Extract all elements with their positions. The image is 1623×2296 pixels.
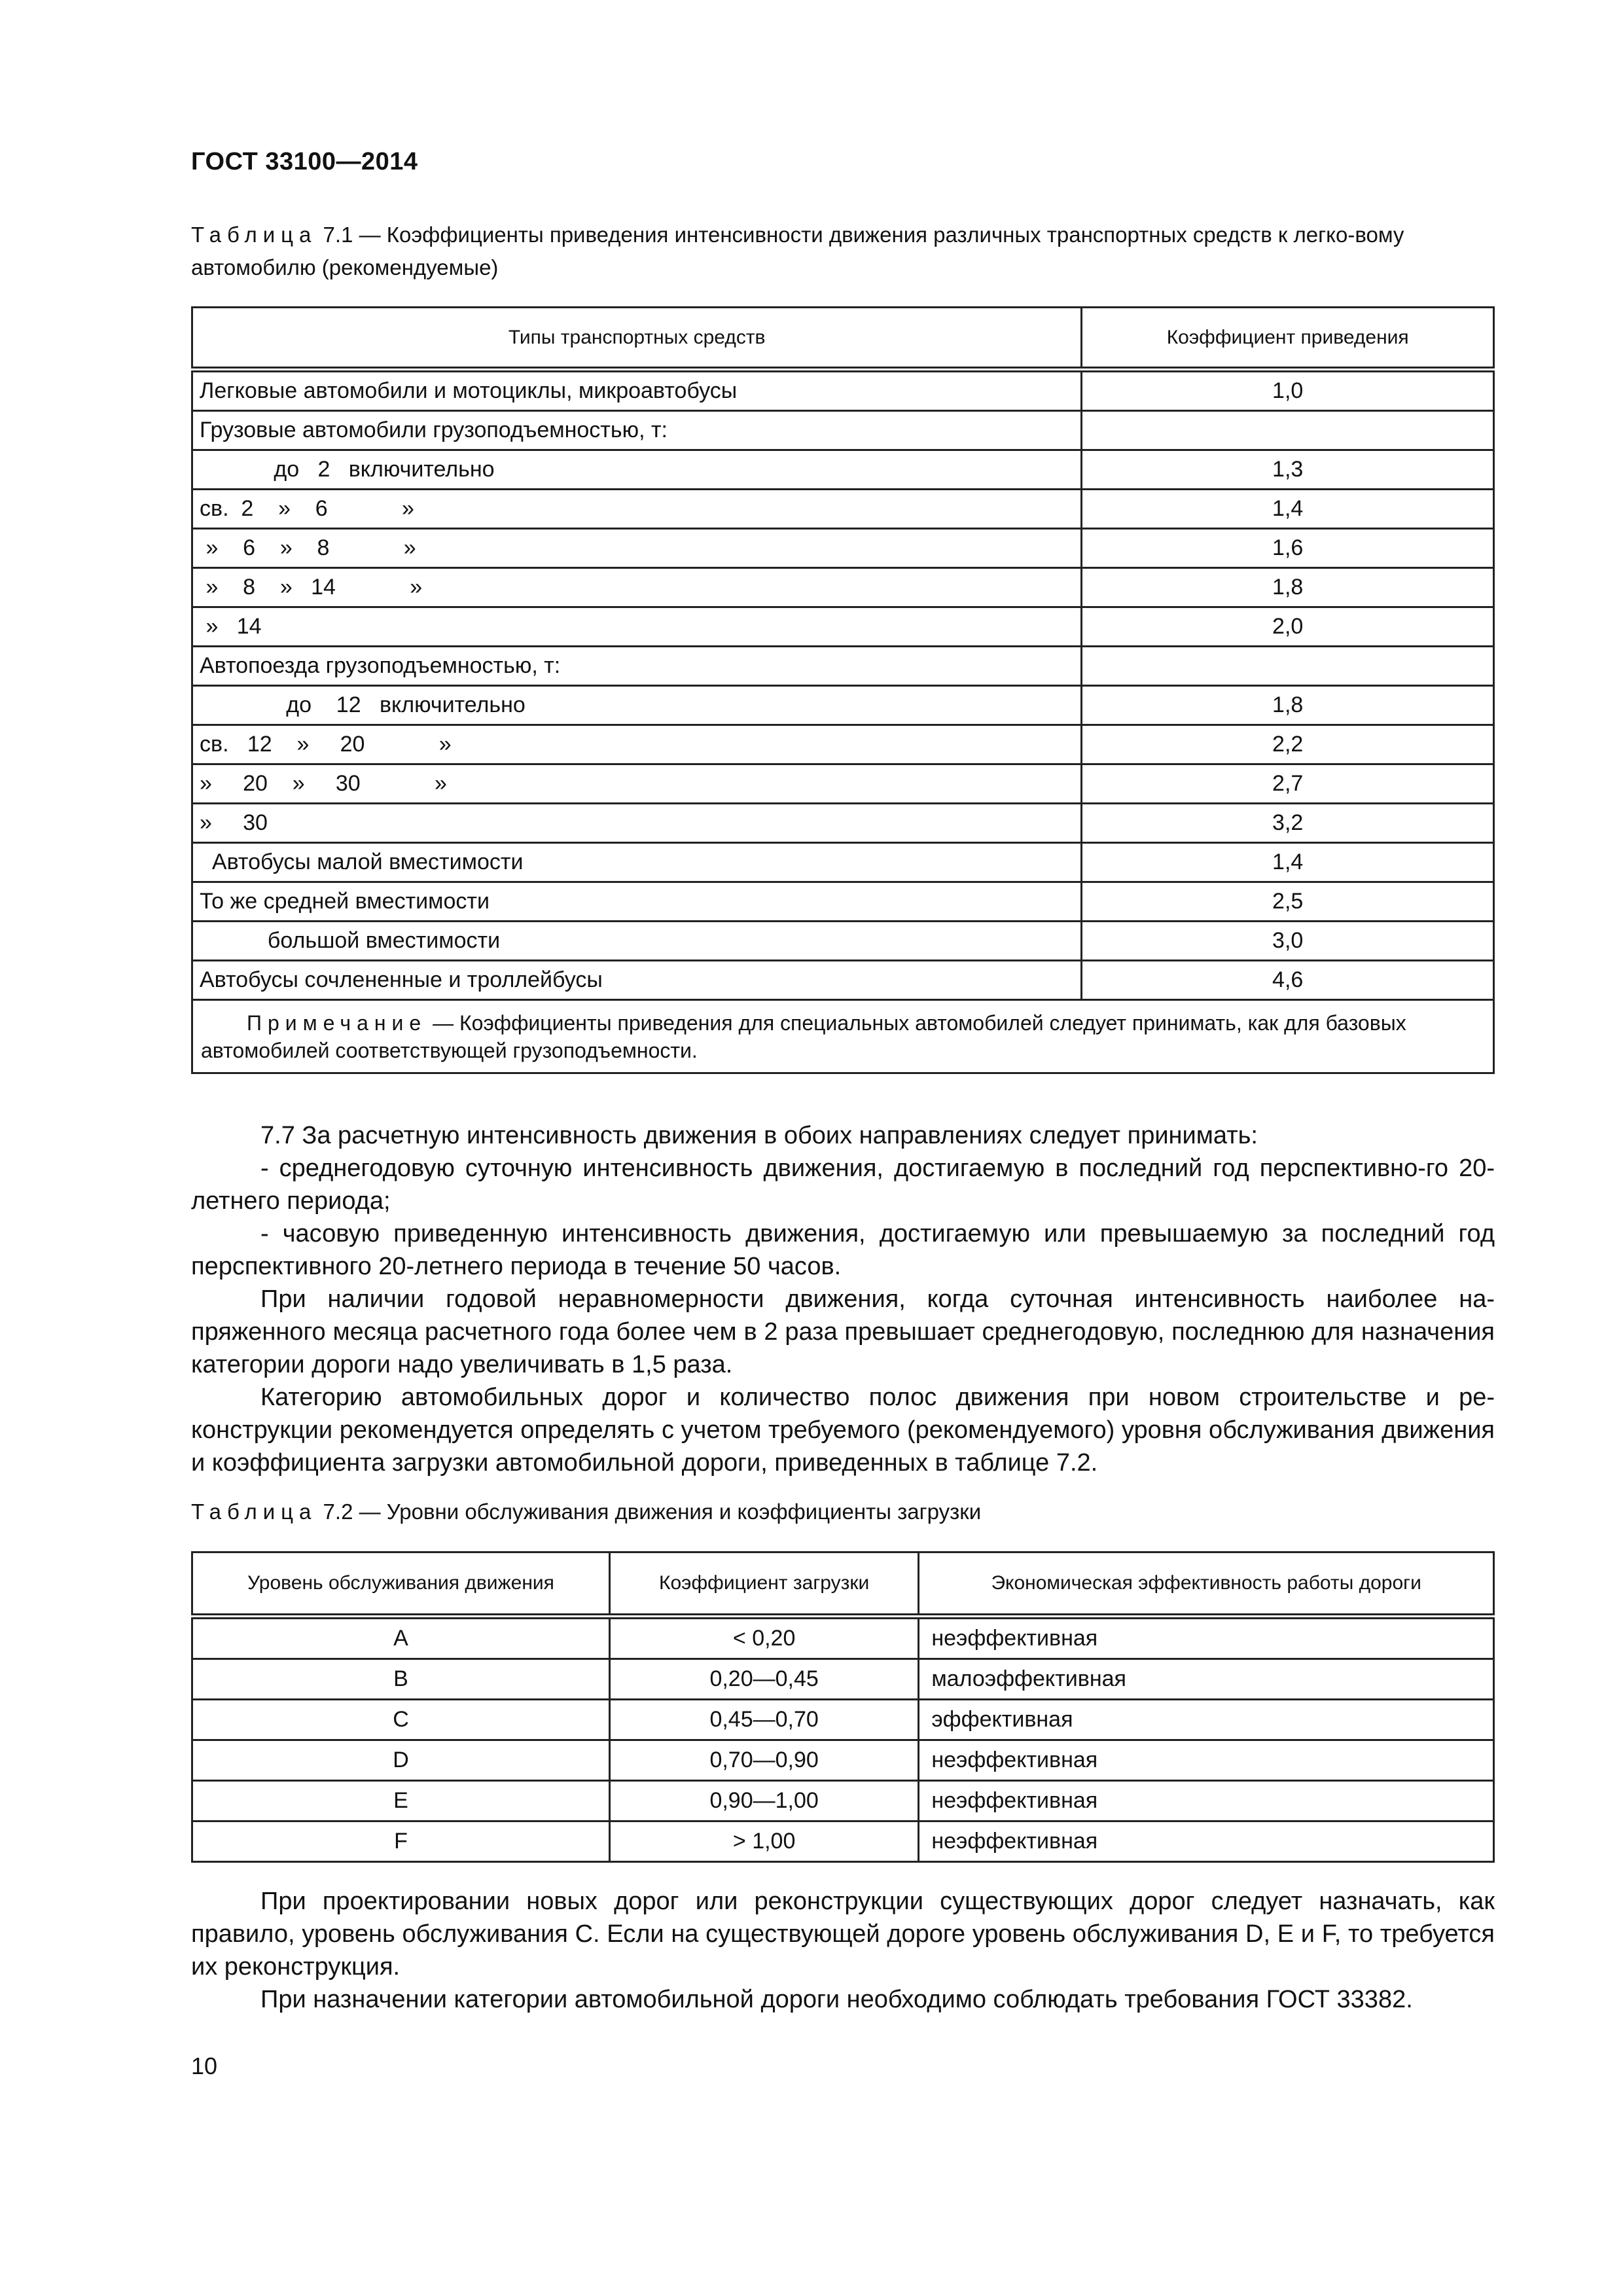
table-row	[192, 1740, 1494, 1781]
table-7-1	[191, 306, 1495, 1074]
table-row	[192, 450, 1494, 490]
coefficient-cell: 4,6	[1082, 961, 1494, 1000]
efficiency-cell: эффективная	[919, 1700, 1494, 1740]
table-note-row	[192, 1000, 1494, 1073]
efficiency-cell: неэффективная	[919, 1617, 1494, 1659]
page-number: 10	[191, 2053, 218, 2079]
table-note	[192, 1000, 1494, 1073]
closing-text	[191, 1885, 1495, 2016]
coefficient-cell: 3,0	[1082, 922, 1494, 961]
coefficient-cell: 2,7	[1082, 764, 1494, 804]
load-coefficient-cell: < 0,20	[609, 1617, 918, 1659]
note-text: — Коэффициенты приведения для специальных автомобилей следует принимать, как для базовых автомобилей соответствующей грузоподъемности.	[201, 1011, 1406, 1062]
table-7-2-caption-text: 7.2 — Уровни обслуживания движения и коэффициенты загрузки	[317, 1499, 982, 1524]
coefficient-cell	[1082, 647, 1494, 686]
vehicle-type-cell: » 14	[192, 607, 1082, 647]
table-7-1-caption-text: 7.1 — Коэффициенты приведения интенсивности движения различных транспортных средств к легко-вому автомобилю (рекомендуемые)	[191, 223, 1404, 279]
col-header-service-level: Уровень обслуживания движения	[192, 1552, 610, 1617]
efficiency-cell: неэффективная	[919, 1821, 1494, 1862]
col-header-load-coefficient: Коэффициент загрузки	[609, 1552, 918, 1617]
table-7-2-caption-lead: Таблица	[191, 1499, 317, 1524]
table-row	[192, 843, 1494, 882]
note-lead: Примечание	[247, 1011, 427, 1035]
efficiency-cell: малоэффективная	[919, 1659, 1494, 1700]
vehicle-type-cell: Автобусы малой вместимости	[192, 843, 1082, 882]
table-row	[192, 1700, 1494, 1740]
vehicle-type-cell: Автопоезда грузоподъемностью, т:	[192, 647, 1082, 686]
load-coefficient-cell: 0,20—0,45	[609, 1659, 918, 1700]
vehicle-type-cell: св. 2 » 6 »	[192, 490, 1082, 529]
coefficient-cell	[1082, 411, 1494, 450]
vehicle-type-cell: » 30	[192, 804, 1082, 843]
coefficient-cell: 1,3	[1082, 450, 1494, 490]
service-level-cell: D	[192, 1740, 610, 1781]
col-header-efficiency: Экономическая эффективность работы дороги	[919, 1552, 1494, 1617]
section-7-7	[191, 1119, 1495, 1479]
document-header: ГОСТ 33100—2014	[191, 148, 418, 175]
table-header-row	[192, 1552, 1494, 1617]
service-level-cell: F	[192, 1821, 610, 1862]
efficiency-cell: неэффективная	[919, 1740, 1494, 1781]
table-row	[192, 370, 1494, 411]
vehicle-type-cell: Автобусы сочлененные и троллейбусы	[192, 961, 1082, 1000]
col-header-coefficient: Коэффициент приведения	[1082, 308, 1494, 370]
vehicle-type-cell: » 6 » 8 »	[192, 529, 1082, 568]
service-level-cell: A	[192, 1617, 610, 1659]
table-7-2-caption	[191, 1496, 1500, 1528]
efficiency-cell: неэффективная	[919, 1781, 1494, 1821]
coefficient-cell: 1,6	[1082, 529, 1494, 568]
table-row	[192, 411, 1494, 450]
vehicle-type-cell: » 8 » 14 »	[192, 568, 1082, 607]
coefficient-cell: 2,5	[1082, 882, 1494, 922]
vehicle-type-cell: до 2 включительно	[192, 450, 1082, 490]
paragraph: - часовую приведенную интенсивность движения, достигаемую или превышаемую за последний год перспективного 20-летнего периода в течение 50 часов.	[191, 1220, 1495, 1280]
vehicle-type-cell: Легковые автомобили и мотоциклы, микроавтобусы	[192, 370, 1082, 411]
table-header-row	[192, 308, 1494, 370]
vehicle-type-cell: » 20 » 30 »	[192, 764, 1082, 804]
table-row	[192, 1781, 1494, 1821]
coefficient-cell: 1,4	[1082, 490, 1494, 529]
table-7-1-caption-lead: Таблица	[191, 223, 317, 247]
table-row	[192, 922, 1494, 961]
service-level-cell: E	[192, 1781, 610, 1821]
table-7-2	[191, 1551, 1495, 1863]
table-row	[192, 647, 1494, 686]
paragraph: При проектировании новых дорог или реконструкции существующих дорог следует назначать, как правило, уровень обслуживания С. Если на существующей дороге уровень обслуживания D, E и F, то требуется их реконструкция.	[191, 1888, 1495, 1981]
vehicle-type-cell: большой вместимости	[192, 922, 1082, 961]
col-header-vehicle-type: Типы транспортных средств	[192, 308, 1082, 370]
table-row	[192, 1821, 1494, 1862]
load-coefficient-cell: 0,70—0,90	[609, 1740, 918, 1781]
coefficient-cell: 2,2	[1082, 725, 1494, 764]
coefficient-cell: 1,8	[1082, 568, 1494, 607]
table-row	[192, 764, 1494, 804]
load-coefficient-cell: 0,90—1,00	[609, 1781, 918, 1821]
paragraph: 7.7 За расчетную интенсивность движения в обоих направлениях следует принимать:	[260, 1122, 1258, 1149]
vehicle-type-cell: То же средней вместимости	[192, 882, 1082, 922]
table-row	[192, 529, 1494, 568]
table-row	[192, 961, 1494, 1000]
paragraph: При наличии годовой неравномерности движения, когда суточная интенсивность наиболее на-пряженного месяца расчетного года более чем в 2 раза превышает среднегодовую, последнюю для назначения категории дороги надо увеличивать в 1,5 раза.	[191, 1285, 1495, 1378]
table-row	[192, 1659, 1494, 1700]
paragraph: - среднегодовую суточную интенсивность движения, достигаемую в последний год перспективно-го 20-летнего периода;	[191, 1155, 1495, 1215]
table-row	[192, 568, 1494, 607]
table-row	[192, 686, 1494, 725]
vehicle-type-cell: св. 12 » 20 »	[192, 725, 1082, 764]
coefficient-cell: 1,0	[1082, 370, 1494, 411]
load-coefficient-cell: 0,45—0,70	[609, 1700, 918, 1740]
coefficient-cell: 2,0	[1082, 607, 1494, 647]
paragraph: При назначении категории автомобильной дороги необходимо соблюдать требования ГОСТ 33382.	[260, 1986, 1413, 2013]
table-row	[192, 607, 1494, 647]
load-coefficient-cell: > 1,00	[609, 1821, 918, 1862]
service-level-cell: B	[192, 1659, 610, 1700]
coefficient-cell: 3,2	[1082, 804, 1494, 843]
table-row	[192, 882, 1494, 922]
vehicle-type-cell: Грузовые автомобили грузоподъемностью, т:	[192, 411, 1082, 450]
paragraph: Категорию автомобильных дорог и количество полос движения при новом строительстве и ре-конструкции рекомендуется определять с учетом требуемого (рекомендуемого) уровня обслуживания движения и коэффициента загрузки автомобильной дороги, приведенных в таблице 7.2.	[191, 1384, 1495, 1477]
coefficient-cell: 1,8	[1082, 686, 1494, 725]
vehicle-type-cell: до 12 включительно	[192, 686, 1082, 725]
table-row	[192, 490, 1494, 529]
coefficient-cell: 1,4	[1082, 843, 1494, 882]
table-row	[192, 725, 1494, 764]
table-row	[192, 1617, 1494, 1659]
service-level-cell: C	[192, 1700, 610, 1740]
table-7-1-caption	[191, 219, 1500, 284]
table-row	[192, 804, 1494, 843]
